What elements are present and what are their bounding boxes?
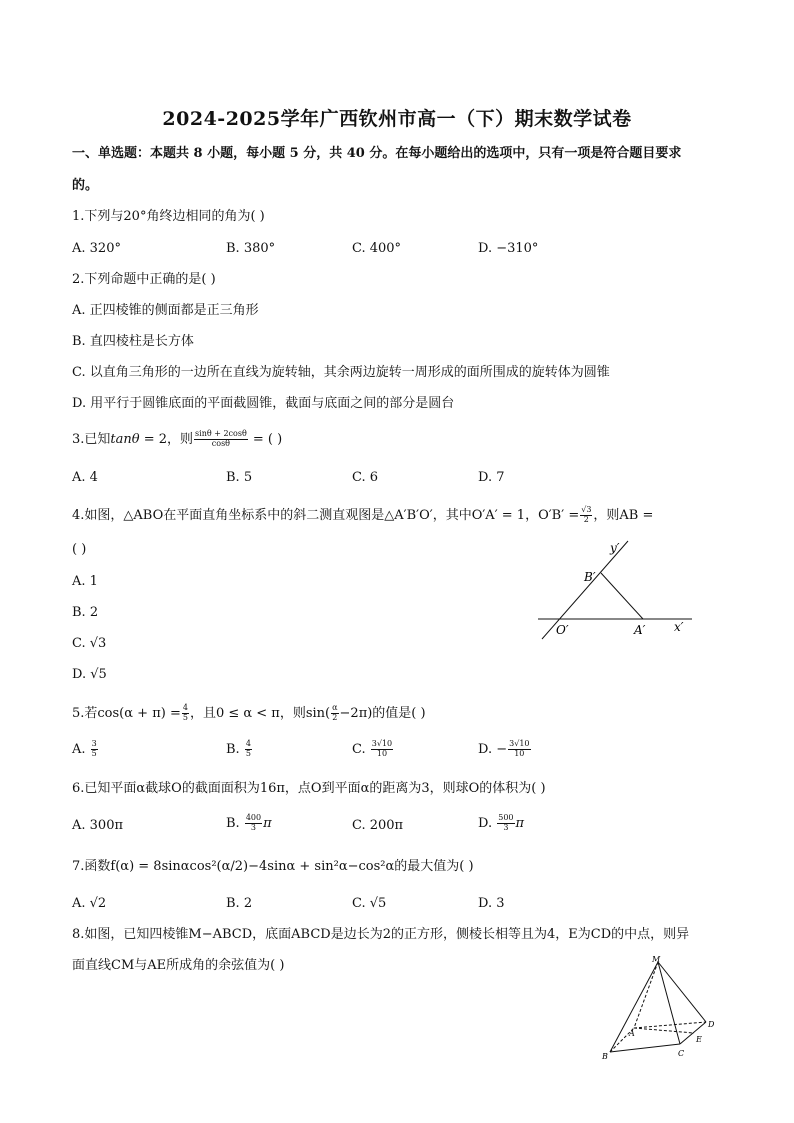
q3-option-b: B. 5 [226, 470, 253, 485]
label-b: B [602, 1052, 608, 1061]
q2-option-a: A. 正四棱锥的侧面都是正三角形 [72, 303, 259, 318]
q5-frac-2 [331, 704, 338, 723]
q5-stem-b: ，且0 ≤ α < π，则sin( [189, 705, 331, 721]
edge-cd [680, 1022, 706, 1044]
q2-option-c: C. 以直角三角形的一边所在直线为旋转轴，其余两边旋转一周形成的面所围成的旋转体为圆锥 [72, 365, 610, 380]
q8-stem-line1: 8.如图，已知四棱锥M−ABCD，底面ABCD是边长为2的正方形，侧棱长相等且为4，E为CD的中点，则异 [72, 927, 690, 942]
q5-frac-1-den: 5 [182, 712, 188, 722]
q5-frac-1 [182, 704, 189, 723]
q5-stem-c: −2π)的值是( ) [339, 705, 426, 721]
q4-fraction [580, 506, 592, 525]
q5-option-c-frac [371, 740, 393, 759]
q6-option-c: C. 200π [352, 818, 404, 833]
q4-stem-line1 [72, 506, 653, 525]
q5-option-b-den: 5 [245, 748, 251, 758]
edge-mb [610, 962, 658, 1052]
q5-option-d-den: 10 [514, 748, 525, 758]
q5-option-c-num: 3√10 [371, 739, 393, 748]
edge-mc [658, 962, 680, 1044]
section-heading-line2: 的。 [72, 178, 99, 193]
q7-option-b: B. 2 [226, 896, 253, 911]
q1-option-c: C. 400° [352, 241, 402, 256]
y-axis [542, 541, 628, 639]
q5-option-a [72, 740, 99, 759]
q3-stem-tan: tanθ [110, 431, 140, 447]
label-o-prime: O′ [556, 623, 569, 637]
q4-option-b: B. 2 [72, 605, 99, 620]
q1-option-b: B. 380° [226, 241, 276, 256]
q4-option-a: A. 1 [72, 574, 98, 589]
q6-option-d-den: 3 [503, 822, 509, 832]
label-d: D [708, 1020, 715, 1029]
label-y-prime: y′ [610, 541, 620, 555]
q6-option-b [226, 814, 272, 833]
edge-md [658, 962, 706, 1022]
q7-stem: 7.函数f(α) = 8sinαcos²(α/2)−4sinα + sin²α−cos²α的最大值为( ) [72, 859, 474, 874]
segment-b-a [601, 573, 643, 619]
q3-stem [72, 430, 282, 449]
q2-option-d: D. 用平行于圆锥底面的平面截圆锥，截面与底面之间的部分是圆台 [72, 396, 455, 411]
label-x-prime: x′ [674, 620, 684, 634]
q6-stem: 6.已知平面α截球O的截面面积为16π，点O到平面α的距离为3，则球O的体积为( ) [72, 781, 546, 796]
q5-stem [72, 704, 426, 723]
exam-title: 2024-2025学年广西钦州市高一（下）期末数学试卷 [162, 108, 632, 130]
q6-option-d-pi: π [515, 815, 525, 831]
q5-option-c [352, 740, 394, 759]
q5-option-b-label: B. [226, 741, 240, 757]
label-m: M [652, 955, 661, 964]
q8-stem-line2: 面直线CM与AE所成角的余弦值为( ) [72, 958, 285, 973]
q4-stem-text: 4.如图，△ABO在平面直角坐标系中的斜二测直观图是△A′B′O′，其中O′A′ = 1，O′B′ = [72, 507, 580, 523]
q3-option-a: A. 4 [72, 470, 98, 485]
q5-option-b-frac [245, 740, 252, 759]
q5-frac-2-den: 2 [332, 712, 338, 722]
edge-ma [634, 962, 658, 1028]
q5-frac-2-num: α [332, 703, 338, 712]
edge-ad [634, 1022, 706, 1028]
q4-frac-den: 2 [583, 514, 589, 524]
q6-option-d [478, 814, 524, 833]
q7-option-d: D. 3 [478, 896, 505, 911]
q6-option-b-frac [245, 814, 262, 833]
q2-stem: 2.下列命题中正确的是( ) [72, 272, 216, 287]
label-e: E [696, 1035, 702, 1044]
q1-option-a: A. 320° [72, 241, 121, 256]
q5-option-d-num: 3√10 [509, 739, 530, 748]
q7-option-c: C. √5 [352, 896, 387, 911]
label-a: A [629, 1029, 635, 1038]
label-a-prime: A′ [634, 623, 646, 637]
q7-option-a: A. √2 [72, 896, 107, 911]
q5-option-d [478, 740, 532, 759]
edge-bc [610, 1044, 680, 1052]
q6-option-d-frac [497, 814, 514, 833]
q5-option-d-frac [508, 740, 530, 759]
label-b-prime: B′ [584, 570, 596, 584]
oblique-projection-figure [530, 535, 700, 640]
q5-option-a-label: A. [72, 741, 86, 757]
segment-ae [634, 1028, 694, 1033]
q5-option-a-num: 3 [91, 739, 97, 748]
q5-option-b [226, 740, 253, 759]
q6-option-b-den: 3 [250, 822, 257, 832]
q5-option-b-num: 4 [245, 739, 251, 748]
q3-fraction [194, 430, 248, 449]
q3-stem-c: = 2，则 [139, 431, 194, 447]
q2-option-b: B. 直四棱柱是长方体 [72, 334, 194, 349]
q5-option-c-label: C. [352, 741, 366, 757]
q6-option-d-num: 500 [498, 813, 514, 822]
q5-option-a-frac [91, 740, 98, 759]
q1-stem: 1.下列与20°角终边相同的角为( ) [72, 209, 265, 224]
label-c: C [678, 1049, 685, 1058]
q5-option-d-label: D. − [478, 741, 508, 757]
q3-stem-d: = ( ) [248, 431, 283, 447]
q3-option-c: C. 6 [352, 470, 379, 485]
q3-option-d: D. 7 [478, 470, 505, 485]
q4-stem-line2: ( ) [72, 542, 87, 557]
q3-frac-num: sinθ + 2cosθ [195, 429, 247, 438]
q6-option-b-num: 400 [245, 813, 262, 822]
q5-option-a-den: 5 [91, 748, 97, 758]
section-heading-line1: 一、单选题：本题共 8 小题，每小题 5 分，共 40 分。在每小题给出的选项中，只有一项是符合题目要求 [72, 146, 682, 161]
q3-frac-den: cosθ [211, 438, 230, 448]
q4-option-d: D. √5 [72, 667, 107, 682]
q6-option-b-pi: π [263, 815, 272, 831]
q4-stem-tail: ，则AB = [593, 507, 654, 523]
pyramid-figure [596, 952, 722, 1064]
q6-option-a: A. 300π [72, 818, 124, 833]
q6-option-b-label: B. [226, 815, 240, 831]
q5-option-c-den: 10 [376, 748, 388, 758]
q1-option-d: D. −310° [478, 241, 539, 256]
q4-frac-num: √3 [581, 505, 592, 514]
q3-stem-a: 3.已知 [72, 431, 111, 447]
q5-frac-1-num: 4 [182, 703, 188, 712]
q6-option-d-label: D. [478, 815, 493, 831]
q4-option-c: C. √3 [72, 636, 107, 651]
q5-stem-a: 5.若cos(α + π) = [72, 705, 181, 721]
